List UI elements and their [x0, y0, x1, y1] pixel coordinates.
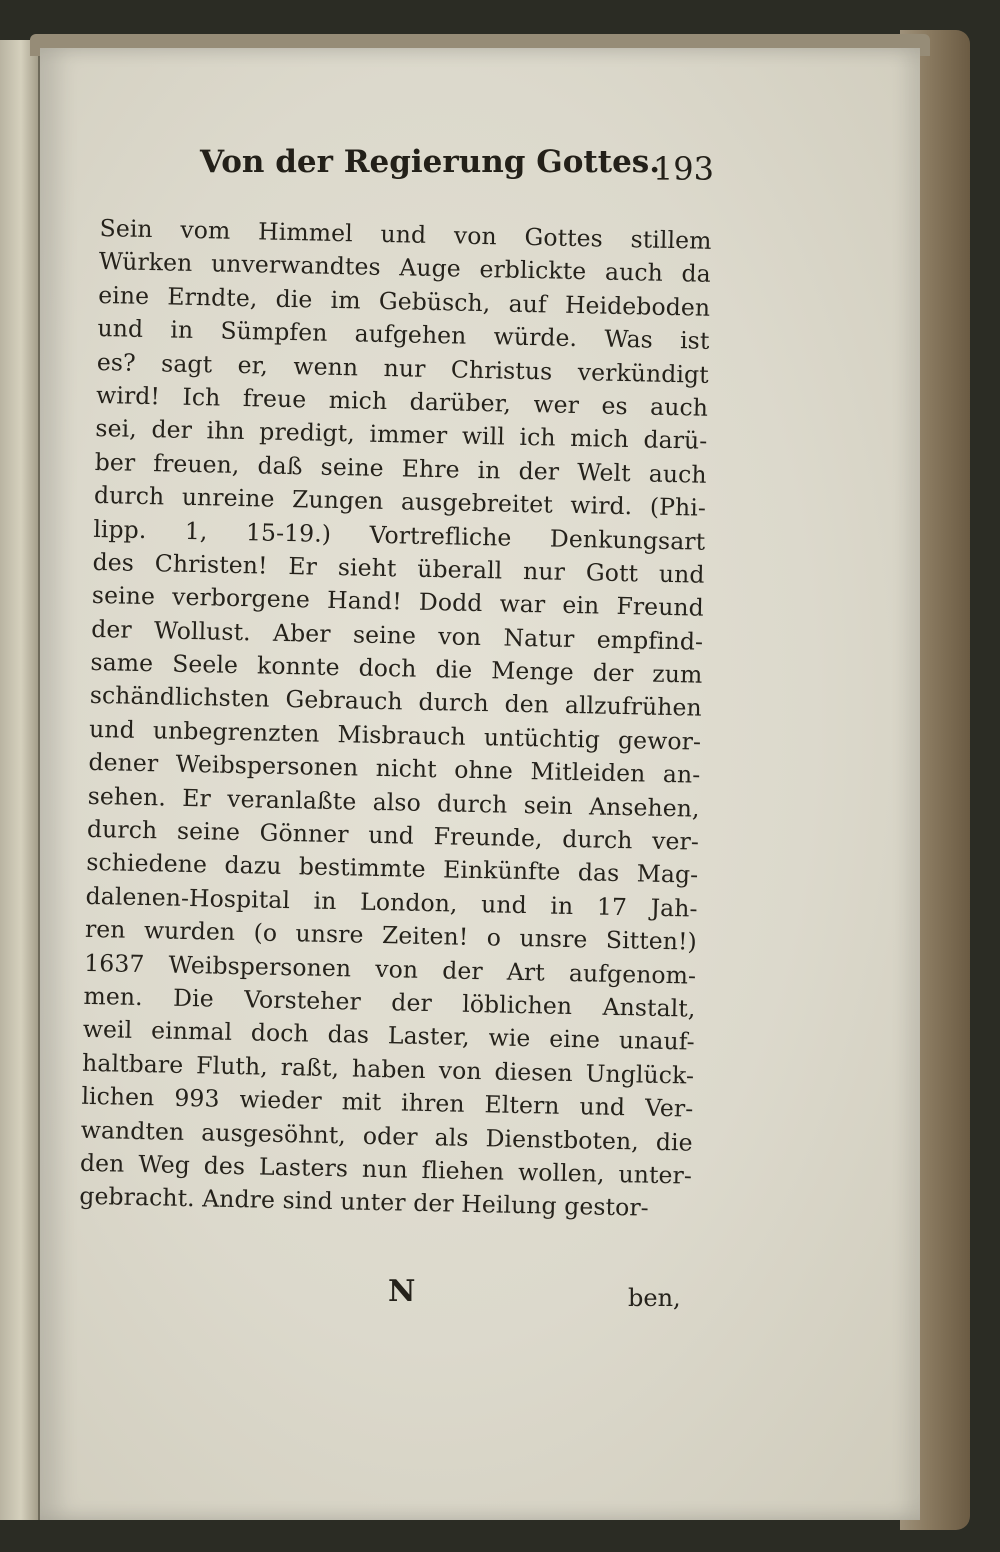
text-line: weil einmal doch das Laster, wie eine unauf- — [82, 1015, 696, 1057]
catchword: ben, — [628, 1284, 681, 1312]
facing-page-edge — [0, 40, 40, 1520]
text-line: seine verborgene Hand! Dodd war ein Freund — [91, 581, 705, 623]
text-line: eine Erndte, die im Gebüsch, auf Heideboden — [97, 280, 711, 322]
text-line: es? sagt er, wenn nur Christus verkündigt — [96, 347, 710, 389]
text-line: dalenen-Hospital in London, und in 17 Jah- — [85, 881, 698, 923]
text-line: schiedene dazu bestimmte Einkünfte das Mag- — [86, 848, 699, 890]
text-line: durch unreine Zungen ausgebreitet wird. (Phi- — [93, 481, 707, 522]
text-line: lipp. 1, 15-19.) Vortrefliche Denkungsart — [93, 514, 706, 556]
text-line: der Wollust. Aber seine von Natur empfind- — [90, 614, 704, 656]
text-line: gebracht. Andre sind unter der Heilung gestor- — [79, 1182, 650, 1223]
text-line: ren wurden (o unsre Zeiten! o unsre Sitten!) — [84, 915, 698, 956]
body-text — [79, 212, 712, 1226]
text-line: haltbare Fluth, raßt, haben von diesen Unglück- — [81, 1048, 695, 1090]
text-line: sei, der ihn predigt, immer will ich mich darü- — [95, 414, 708, 456]
text-line: sehen. Er veranlaßte also durch sein Ansehen, — [87, 781, 700, 823]
text-line: dener Weibspersonen nicht ohne Mitleiden an- — [88, 748, 701, 789]
text-line: und unbegrenzten Misbrauch untüchtig gewor- — [88, 714, 702, 756]
text-line: Sein vom Himmel und von Gottes stillem — [99, 213, 712, 255]
text-line: schändlichsten Gebrauch durch den allzufrühen — [89, 681, 703, 723]
text-line: 1637 Weibspersonen von der Art aufgenom- — [83, 948, 697, 990]
text-line: Würken unverwandtes Auge erblickte auch da — [98, 247, 712, 289]
text-line: den Weg des Lasters nun fliehen wollen, unter- — [79, 1148, 693, 1190]
page-number: 193 — [652, 150, 714, 188]
signature-mark: N — [388, 1274, 416, 1309]
text-line: ber freuen, daß seine Ehre in der Welt auch — [94, 447, 707, 489]
running-title: Von der Regierung Gottes. — [200, 144, 661, 180]
running-header — [200, 140, 720, 188]
text-line: durch seine Gönner und Freunde, durch ver- — [86, 814, 700, 856]
text-line: wird! Ich freue mich darüber, wer es auch — [95, 380, 709, 422]
text-line: men. Die Vorsteher der löblichen Anstalt, — [83, 981, 696, 1023]
text-line: des Christen! Er sieht überall nur Gott und — [92, 547, 705, 589]
text-line: wandten ausgesöhnt, oder als Dienstboten, die — [80, 1115, 693, 1157]
text-line: lichen 993 wieder mit ihren Eltern und Ver- — [81, 1081, 694, 1123]
text-line: und in Sümpfen aufgehen würde. Was ist — [97, 314, 710, 355]
text-line: same Seele konnte doch die Menge der zum — [90, 647, 703, 689]
